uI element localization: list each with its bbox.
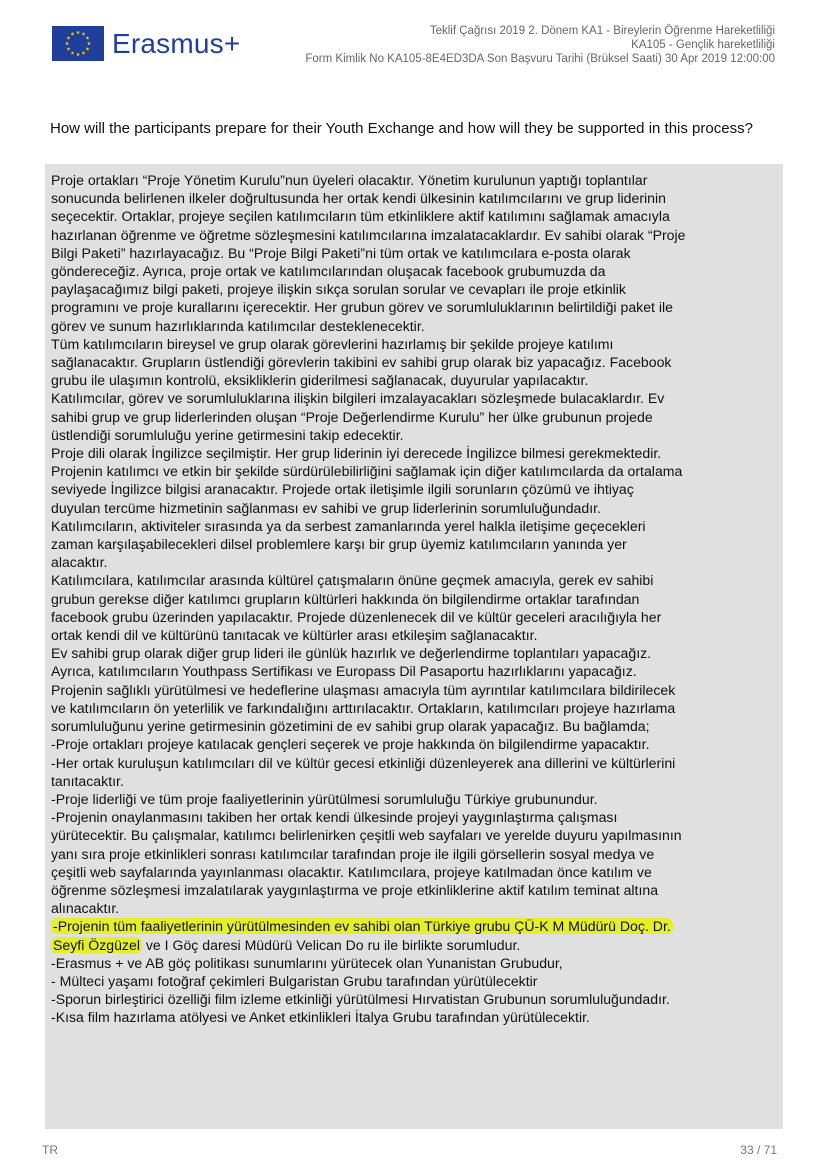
flag-star [76,53,80,57]
answer-line: -Erasmus + ve AB göç politikası sunumlarını yürütecek olan Yunanistan Grubudur, [51,954,563,971]
answer-line: Katılımcıların, aktiviteler sırasında ya da serbest zamanlarında yerel halkla iletişime geçecekleri [51,517,646,534]
page-number: 33 / 71 [740,1143,777,1157]
answer-line: Katılımcılar, görev ve sorumluluklarına ilişkin bilgileri imzalayacakları sözleşmede bulacaklardır. Ev [51,390,665,407]
eu-flag-icon [52,26,104,61]
answer-line: - Mülteci yaşamı fotoğraf çekimleri Bulgaristan Grubu tarafından yürütülecektir [51,972,538,989]
answer-line: seviyede İngilizce bilgisi aranacaktır. Projede ortak iletişimle ilgili sorunların çözümü ve ihtiyaç [51,481,634,498]
answer-panel [45,164,783,1129]
answer-line: seçecektir. Ortaklar, projeye seçilen katılımcıların tüm etkinliklere aktif katılımını sağlamak amacıyla [51,208,670,225]
answer-line: Projenin sağlıklı yürütülmesi ve hedeflerine ulaşması amacıyla tüm ayrıntılar katılımcılara bildirilecek [51,681,676,698]
answer-line: duyulan tercüme hizmetinin sağlanması ev sahibi ve grup liderlerinin sorumluluğundadır. [51,499,601,516]
answer-line: yürütecektir. Bu çalışmalar, katılımcı belirlenirken çeşitli web sayfaları ve yerelde duyuru yapılmasının [51,827,682,844]
highlight-line-2 [51,936,777,954]
header-info [305,24,775,66]
answer-line: alınacaktır. [51,900,120,917]
answer-body [51,171,777,917]
answer-line: üstlendiği sorumluluğu yerine getirmesini takip edecektir. [51,426,404,443]
answer-line: göndereceğiz. Ayrıca, proje ortak ve katılımcılarından oluşacak facebook grubumuzda da [51,263,606,280]
answer-line: zaman karşılaşabilecekleri dilsel problemlere karşı bir grup üyemiz katılımcıların yanında yer [51,536,627,553]
answer-line: -Her ortak kuruluşun katılımcıları dil ve kültür gecesi etkinliği düzenleyerek ana dillerini ve kültürlerini [51,754,676,771]
flag-star [76,31,80,35]
answer-line: -Proje liderliği ve tüm proje faaliyetlerinin yürütülmesi sorumluluğu Türkiye grubunundur. [51,790,598,807]
answer-line: yanı sıra proje etkinlikleri sonrası katılımcılar tarafından proje ile ilgili görsellerin sosyal medya ve [51,845,655,862]
header-line-action: KA105 - Gençlik hareketliliği [631,39,775,51]
answer-line: grubu ile ulaşımın kontrolü, eksikliklerin giderilmesi sağlanacak, duyurular yapılacaktır. [51,372,589,389]
answer-line: -Kısa film hazırlama atölyesi ve Anket etkinlikleri İtalya Grubu tarafından yürütülecektir. [51,1009,590,1026]
answer-line: Bilgi Paketi” hazırlayacağız. Bu “Proje Bilgi Paketi”ni tüm ortak ve katılımcılara e-posta olarak [51,244,631,261]
highlighted-name: Seyfi Özgüzel [53,936,140,953]
answer-line: Tüm katılımcıların bireysel ve grup olarak görevlerini hazırlamış bir şekilde projeye katılımı [51,335,614,352]
flag-star [71,32,75,36]
flag-star [86,36,90,40]
header-line-form-id: Form Kimlik No KA105-8E4ED3DA Son Başvuru Tarihi (Brüksel Saati) 30 Apr 2019 12:00:00 [305,53,775,65]
answer-line: ortak kendi dil ve kültürünü tanıtacak ve kültürler arası etkileşim sağlanacaktır. [51,627,538,644]
answer-line: -Sporun birleştirici özelliği film izleme etkinliği yürütülmesi Hırvatistan Grubunun sorumluluğundadır. [51,991,670,1008]
answer-line: sağlanacaktır. Grupların üstlendiği görevlerin takibini ev sahibi grup olarak biz yapacağız. Facebook [51,354,672,371]
footer-language: TR [42,1143,58,1157]
answer-line: sonucunda belirlenen ilkeler doğrultusunda her ortak kendi ülkesinin katılımcılarını ve grup liderinin [51,190,666,207]
erasmus-logo [52,26,240,61]
answer-line: Ayrıca, katılımcıların Youthpass Sertifikası ve Europass Dil Pasaportu hazırlıklarını yapacağız. [51,663,637,680]
highlight-line-1 [51,917,777,935]
highlighted-text: -Projenin tüm faaliyetlerinin yürütülmesinden ev sahibi olan Türkiye grubu ÇÜ-K M Müdürü Doç. Dr. [53,918,671,935]
answer-line: ve katılımcıların ön yeterlilik ve farkındalığını arttırılacaktır. Ortakların, katılımcıları projeye hazırlama [51,699,676,716]
answer-line: programını ve proje kurallarını içerecektir. Her grubun görev ve sorumluluklarının belirtildiği paket ile [51,299,673,316]
answer-line: paylaşacağımız bilgi paketi, projeye ilişkin sıkça sorulan sorular ve cevapları ile proje etkinlik [51,281,626,298]
answer-line: -Projenin onaylanmasını takiben her ortak kendi ülkesinde projeyi yaygınlaştırma çalışması [51,809,618,826]
answer-tail [51,954,777,1027]
answer-line: tanıtacaktır. [51,772,124,789]
flag-star [71,51,75,55]
flag-star [82,32,86,36]
answer-line: Ev sahibi grup olarak diğer grup lideri ile günlük hazırlık ve değerlendirme toplantıları yapacağız. [51,645,652,662]
answer-line: Proje dili olarak İngilizce seçilmiştir. Her grup liderinin iyi derecede İngilizce bilmesi gerekmektedir. [51,445,662,462]
answer-line: alacaktır. [51,554,108,571]
answer-line: Katılımcılara, katılımcılar arasında kültürel çatışmaların önüne geçmek amacıyla, gerek ev sahibi [51,572,654,589]
answer-line: sahibi grup ve grup liderlerinden oluşan “Proje Değerlendirme Kurulu” her ülke grubunun projede [51,408,653,425]
answer-line: hazırlanan öğrenme ve öğretme sözleşmesini katılımcılarına imzalatacaklardır. Ev sahibi olarak “Proje [51,226,686,243]
flag-star [65,42,69,46]
flag-star [86,47,90,51]
answer-line: -Proje ortakları projeye katılacak gençleri seçerek ve proje hakkında ön bilgilendirme yapacaktır. [51,736,650,753]
header-line-call: Teklif Çağrısı 2019 2. Dönem KA1 - Bireylerin Öğrenme Hareketliliği [429,25,775,37]
flag-star [87,42,91,46]
answer-line: Projenin katılımcı ve etkin bir şekilde sürdürülebilirliğini sağlamak için diğer katılımcılarda da ortalama [51,463,683,480]
answer-line: sorumluluğunu yerine getirmesinin gözetimini de ev sahibi grup olarak yapacağız. Bu bağlamda; [51,718,650,735]
answer-line: çeşitli web sayfalarında yayınlanması olacaktır. Katılımcılara, projeye katılmadan önce katılım ve [51,863,652,880]
flag-star [82,51,86,55]
flag-star [67,36,71,40]
answer-line: grubun gerekse diğer katılımcı grupların kültürleri hakkında ön bilgilendirme ortaklar tarafından [51,590,640,607]
question-text: How will the participants prepare for their Youth Exchange and how will they be supported in this process? [50,120,753,137]
brand-name: Erasmus+ [112,27,241,59]
flag-star [67,47,71,51]
page-header [0,0,827,90]
line-rest: ve I Göç daresi Müdürü Velican Do ru ile birlikte sorumludur. [141,936,521,953]
answer-line: Proje ortakları “Proje Yönetim Kurulu”nun üyeleri olacaktır. Yönetim kurulunun yaptığı toplantılar [51,172,648,188]
answer-line: facebook grubu üzerinden yapılacaktır. Projede düzenlenecek dil ve kültür geceleri aracılığıyla her [51,608,662,625]
answer-line: öğrenme sözleşmesi imzalatılarak yaygınlaştırma ve proje etkinliklerine aktif katılım teminat altına [51,881,659,898]
answer-line: görev ve sunum hazırlıklarında katılımcılar desteklenecektir. [51,317,425,334]
